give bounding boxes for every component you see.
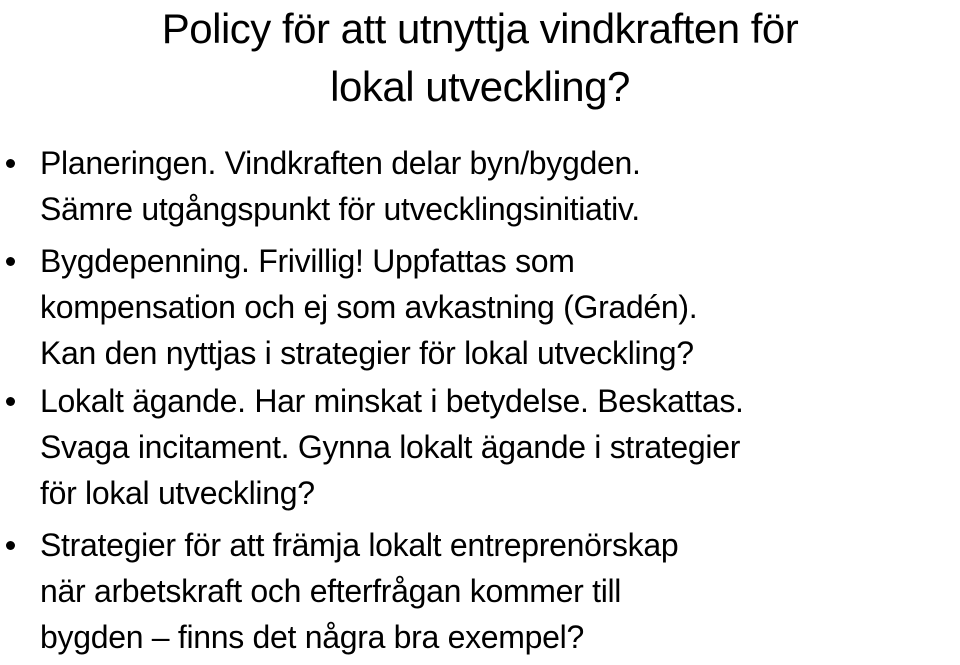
slide-title-line: lokal utveckling? — [330, 63, 630, 110]
bullet-list — [0, 140, 960, 660]
bullet-dot-icon — [6, 257, 15, 266]
bullet-text-line: Kan den nyttjas i strategier för lokal utveckling? — [40, 335, 694, 371]
bullet-text-line: Sämre utgångspunkt för utvecklingsinitiativ. — [40, 191, 640, 227]
bullet-item-planning — [0, 140, 960, 232]
bullet-dot-icon — [6, 159, 15, 168]
bullet-text-line: kompensation och ej som avkastning (Gradén). — [40, 289, 698, 325]
bullet-text-line: för lokal utveckling? — [40, 475, 315, 511]
bullet-text-line: Strategier för att främja lokalt entreprenörskap — [40, 527, 679, 563]
bullet-text-line: Lokalt ägande. Har minskat i betydelse. Beskattas. — [40, 383, 744, 419]
bullet-dot-icon — [6, 541, 15, 550]
bullet-item-local-ownership — [0, 378, 960, 516]
bullet-text-line: Planeringen. Vindkraften delar byn/bygden. — [40, 145, 641, 181]
bullet-text-line: när arbetskraft och efterfrågan kommer till — [40, 573, 622, 609]
slide-title-line: Policy för att utnyttja vindkraften för — [161, 5, 799, 52]
slide-title — [0, 0, 960, 116]
bullet-item-entrepreneurship — [0, 522, 960, 660]
bullet-dot-icon — [6, 397, 15, 406]
bullet-text-line: Svaga incitament. Gynna lokalt ägande i strategier — [40, 429, 741, 465]
bullet-text-line: Bygdepenning. Frivillig! Uppfattas som — [40, 243, 575, 279]
bullet-item-community-fund — [0, 238, 960, 376]
bullet-text-line: bygden – finns det några bra exempel? — [40, 619, 584, 655]
